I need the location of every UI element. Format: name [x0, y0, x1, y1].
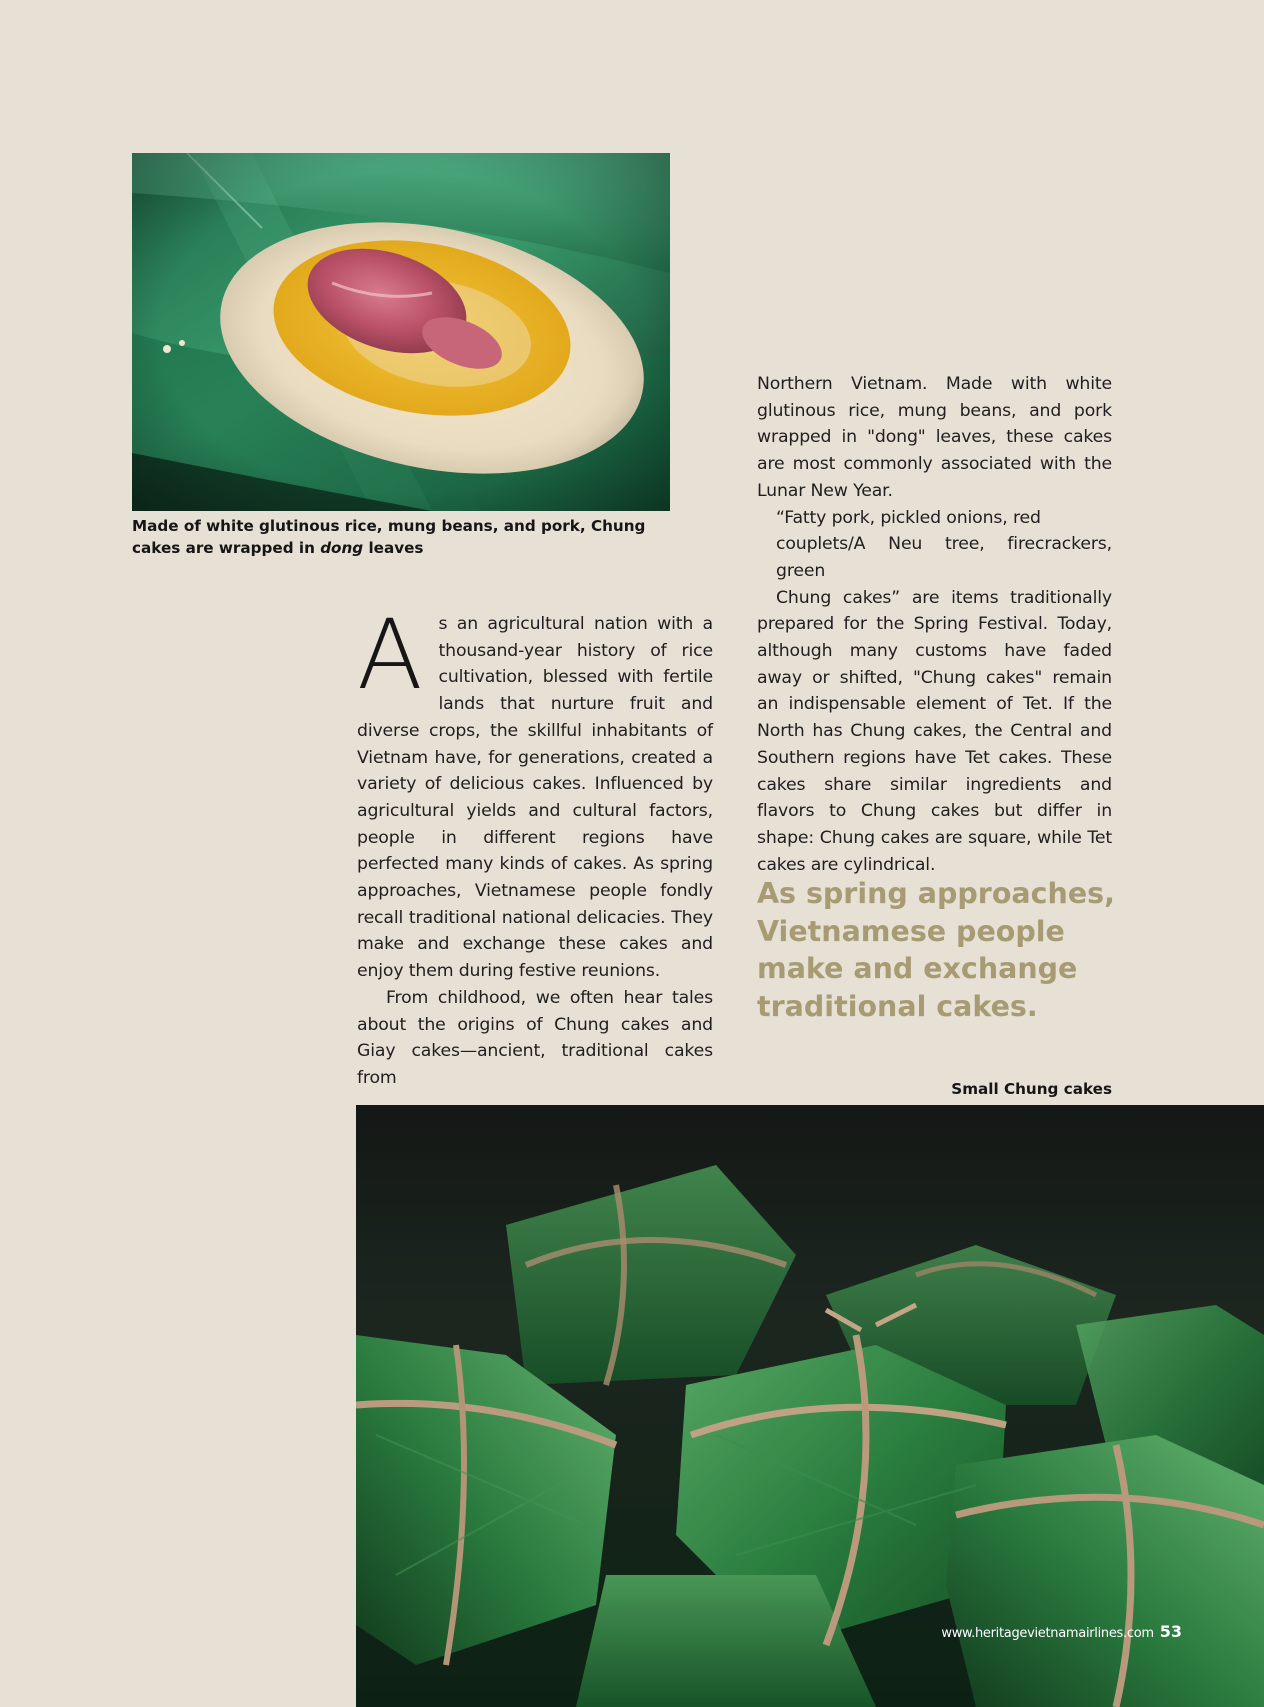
- page-number: 53: [1159, 1622, 1182, 1641]
- caption-italic-word: dong: [320, 539, 364, 557]
- pull-quote: As spring approaches, Vietnamese people make and exchange traditional cakes.: [757, 877, 1115, 1023]
- article-paragraph-1: [357, 599, 713, 985]
- drop-cap: A: [357, 599, 423, 711]
- bottom-photo-caption: Small Chung cakes: [951, 1080, 1112, 1098]
- caption-text-part1: Made of white glutinous rice, mung beans, and pork, Chung cakes are wrapped in: [132, 517, 646, 557]
- article-paragraph-4: [757, 505, 1112, 879]
- article-paragraph-3: Northern Vietnam. Made with white glutinous rice, mung beans, and pork wrapped in "dong" leaves, these cakes are most commonly associated with the Lunar New Year.: [757, 374, 1112, 501]
- small-chung-cakes-photo: [356, 1105, 1264, 1707]
- article-paragraph-4-text: are items traditionally prepared for the Spring Festival. Today, although many customs have faded away or shifted, "Chung cakes" remain an indispensable element of Tet. If the North has Chung cakes, the Central and Southern regions have Tet cakes. These cakes share similar ingredients and flavors to Chung cakes but differ in shape: Chung cakes are square, while Tet cakes are cylindrical.: [757, 587, 1112, 875]
- caption-text-part2: leaves: [363, 539, 424, 557]
- quote-line-1: “Fatty pork, pickled onions, red: [776, 507, 1041, 528]
- quote-line-3: Chung cakes”: [776, 587, 901, 608]
- article-column-right: [757, 371, 1112, 878]
- top-photo-caption: [132, 515, 672, 559]
- article-paragraph-2: From childhood, we often hear tales about the origins of Chung cakes and Giay cakes—ancient, traditional cakes from: [357, 987, 713, 1088]
- article-column-left: [357, 599, 713, 1092]
- chung-cake-ingredients-photo: [132, 153, 670, 511]
- article-paragraph-1-text: s an agricultural nation with a thousand-year history of rice cultivation, blessed with fertile lands that nurture fruit and diverse crops, the skillful inhabitants of Vietnam have, for generations, created a variety of delicious cakes. Influenced by agricultural yields and cultural factors, people in different regions have perfected many kinds of cakes. As spring approaches, Vietnamese people fondly recall traditional national delicacies. They make and exchange these cakes and enjoy them during festive reunions.: [357, 614, 713, 982]
- page-footer: [941, 1622, 1182, 1641]
- footer-url: www.heritagevietnamairlines.com: [941, 1626, 1154, 1641]
- quote-line-2: couplets/A Neu tree, firecrackers, green: [776, 534, 1112, 581]
